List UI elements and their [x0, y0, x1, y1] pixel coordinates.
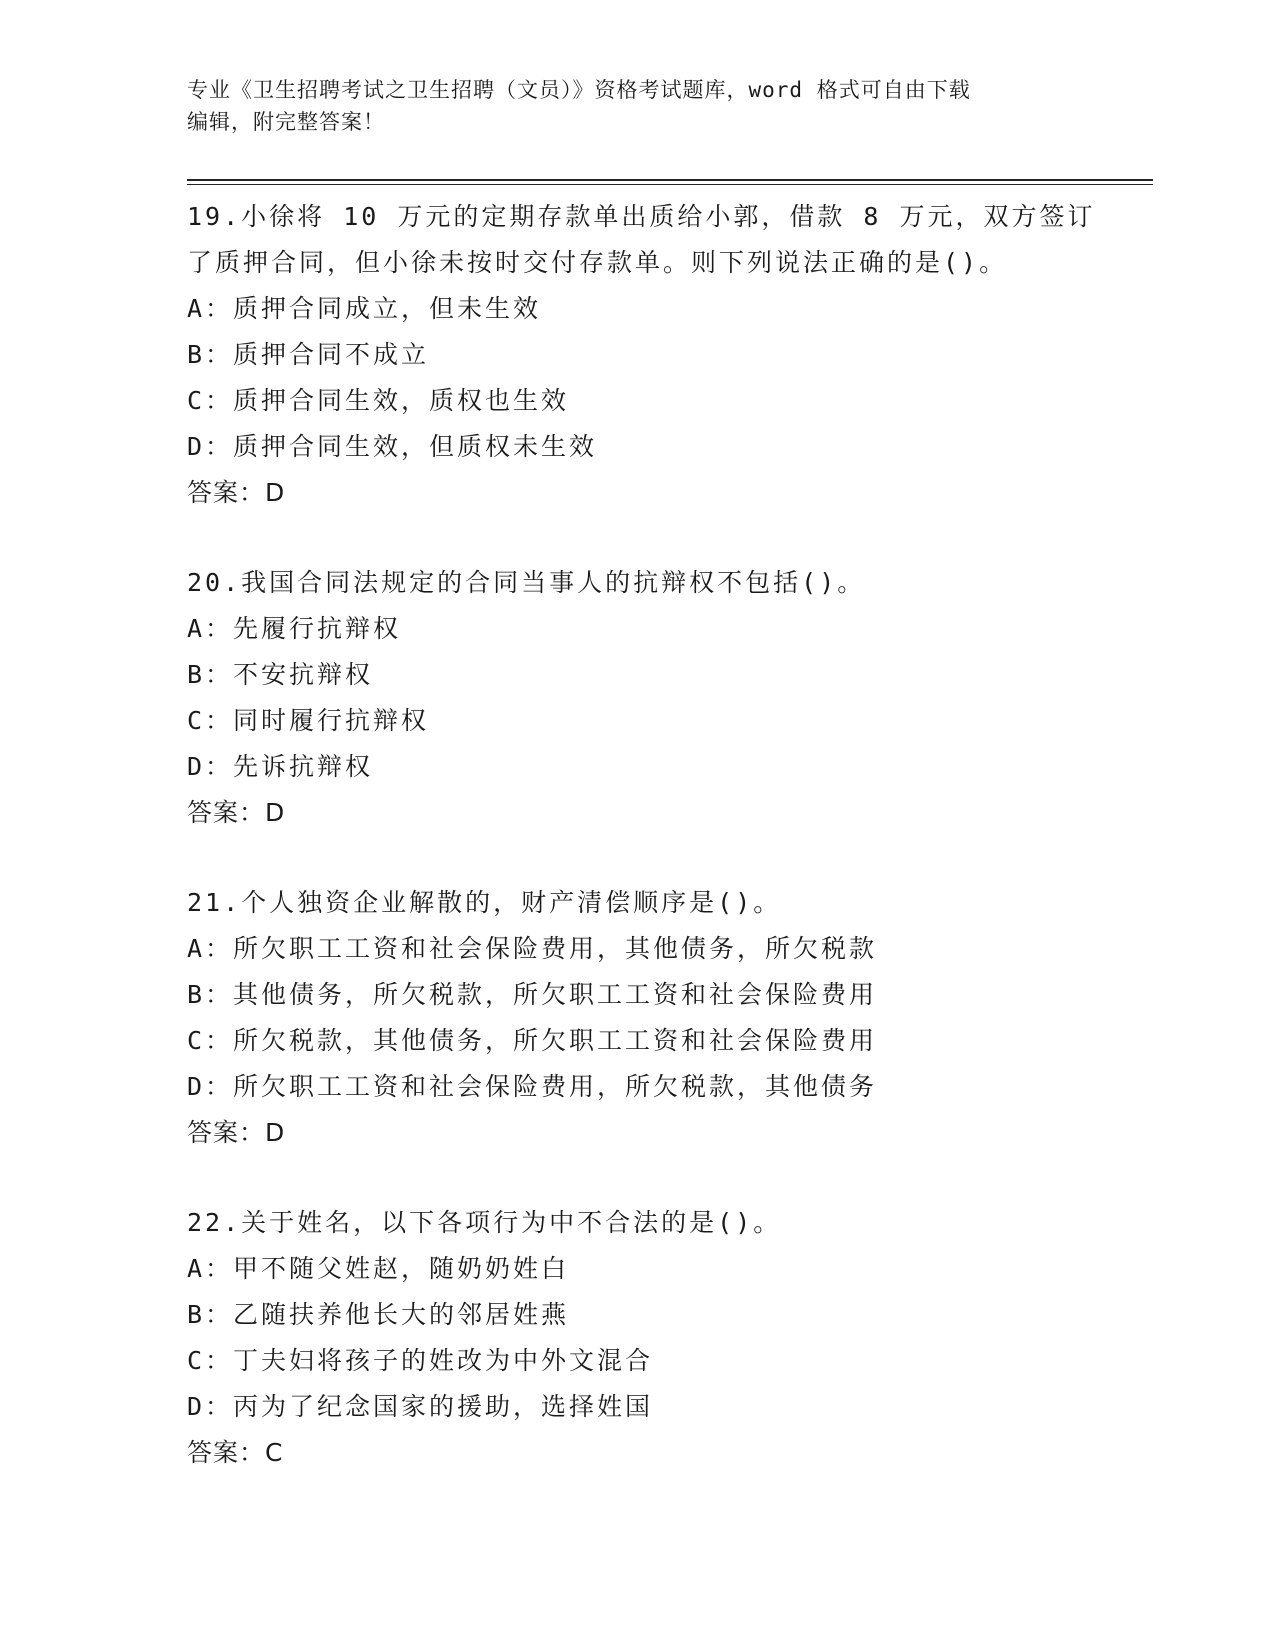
option-a: A：甲不随父姓赵，随奶奶姓白	[187, 1254, 570, 1283]
option-b: B：其他债务，所欠税款，所欠职工工资和社会保险费用	[187, 980, 878, 1009]
option-d: D：丙为了纪念国家的援助，选择姓国	[187, 1392, 654, 1421]
option-b: B：不安抗辩权	[187, 660, 374, 689]
answer-line: 答案：D	[187, 1118, 286, 1147]
question-stem: 19.小徐将 10 万元的定期存款单出质给小郭，借款 8 万元，双方签订	[187, 202, 1096, 231]
question-stem-continued: 了质押合同，但小徐未按时交付存款单。则下列说法正确的是()。	[187, 248, 1008, 277]
option-a: A：质押合同成立，但未生效	[187, 294, 542, 323]
option-c: C：质押合同生效，质权也生效	[187, 386, 570, 415]
answer-line: 答案：D	[187, 478, 286, 507]
header-divider-thin	[187, 184, 1153, 185]
question-21	[187, 880, 1087, 1156]
header-divider-thick	[187, 179, 1153, 181]
option-c: C：丁夫妇将孩子的姓改为中外文混合	[187, 1346, 654, 1375]
option-b: B：质押合同不成立	[187, 340, 430, 369]
option-c: C：所欠税款，其他债务，所欠职工工资和社会保险费用	[187, 1026, 878, 1055]
header-line-1: 专业《卫生招聘考试之卫生招聘（文员）》资格考试题库，word 格式可自由下载	[187, 78, 971, 102]
option-d: D：所欠职工工资和社会保险费用，所欠税款，其他债务	[187, 1072, 878, 1101]
option-b: B：乙随扶养他长大的邻居姓燕	[187, 1300, 570, 1329]
option-a: A：先履行抗辩权	[187, 614, 402, 643]
option-a: A：所欠职工工资和社会保险费用，其他债务，所欠税款	[187, 934, 878, 963]
option-d: D：先诉抗辩权	[187, 752, 374, 781]
question-list	[187, 194, 1096, 1476]
answer-line: 答案：C	[187, 1438, 284, 1467]
question-stem: 22.关于姓名，以下各项行为中不合法的是()。	[187, 1208, 782, 1237]
option-c: C：同时履行抗辩权	[187, 706, 430, 735]
option-d: D：质押合同生效，但质权未生效	[187, 432, 598, 461]
question-stem: 20.我国合同法规定的合同当事人的抗辩权不包括()。	[187, 568, 866, 597]
document-header	[187, 74, 1087, 138]
question-22	[187, 1200, 1087, 1476]
question-20	[187, 560, 1087, 836]
question-19	[187, 194, 1096, 516]
header-line-2: 编辑，附完整答案！	[187, 110, 385, 134]
answer-line: 答案：D	[187, 798, 286, 827]
question-stem: 21.个人独资企业解散的，财产清偿顺序是()。	[187, 888, 782, 917]
